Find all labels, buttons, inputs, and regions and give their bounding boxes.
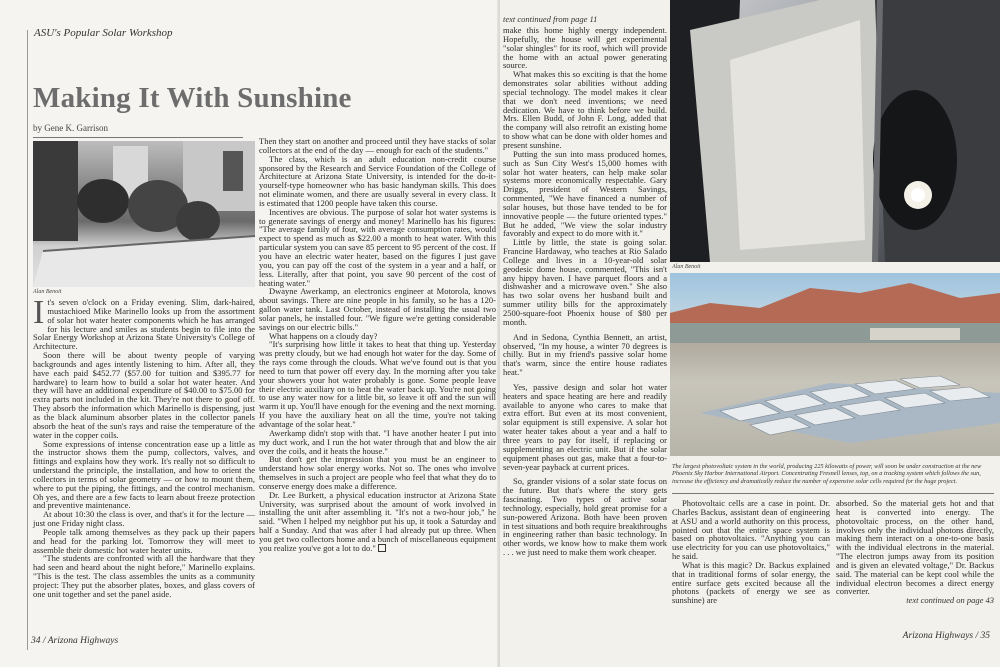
paragraph: Yes, passive design and solar hot water heaters and space heating are here and readily available to anyone who cares to make that extra effort. But even at its most convenient, solar equipment is still expensive. A solar hot water heater takes about a year and a half to three years to pay for itself, if replacing or supplementing an electric unit. But if the solar equipment phases out gas, make that a four-to-seven-year payback at current prices. bbox=[503, 381, 667, 472]
paragraph: What makes this so exciting is that the home demonstrates solar abilities without adding special technology. The model makes it clear that we don't need inventions; we need dedication. We have to think before we build. Mrs. Ellen Budd, of John F. Long, added that the company will also retrofit an existing home to show what can be done with older homes and present sunshine. bbox=[503, 69, 667, 150]
paragraph: And in Sedona, Cynthia Bennett, an artist, observed, "In my house, a winter 70 degrees is chilly. But in my friend's passive solar home that's warm, since the entire house radiates heat." bbox=[503, 331, 667, 378]
paragraph: But don't get the impression that you must be an engineer to understand how solar energy works. Not so. The ones who involve themselves in such a project are people who feel that what they do to conserve energy does make a difference. bbox=[259, 454, 496, 491]
continued-on: text continued on page 43 bbox=[906, 595, 994, 606]
paragraph: People talk among themselves as they pack up their papers and head for the parking lot. Tomorrow they will meet to assemble their domestic hot water heater units. bbox=[33, 526, 255, 555]
photo-credit: Alan Benoit bbox=[672, 264, 701, 270]
paragraph: The class, which is an adult education non-credit course sponsored by the Research and Service Foundation of the College of Architecture at Arizona State University, is intended for the do-it-yourself-type homeowner who has basic handyman skills. This does not eliminate women, and there are usually several in every class. It is estimated that 1200 people have taken this course. bbox=[259, 153, 496, 208]
paragraph: Soon there will be about twenty people of varying backgrounds and ages intently listening to him. After all, they have each paid $452.77 ($57.00 for tuition and $395.77 for hardware) to learn how to build a solar hot water heater. And they will have an additional expenditure of $40.00 to $75.00 for extra parts not included in the kit. They're not there to goof off. They absorb the information which Marinello is dispensing, just as the black aluminum absorber plates in the collector panels absorb the heat of the sun's rays and raise the temperature of the water in the copper coils. bbox=[33, 350, 255, 440]
paragraph: What happens on a cloudy day? bbox=[269, 330, 378, 341]
paragraph: t's seven o'clock on a Friday evening. Slim, dark-haired, mustachioed Mike Marinello looks up from the assortment of solar hot water heater components which he has arranged for his lecture and smiles as students begin to file into the Solar Energy Workshop at Arizona State University's College of Architecture. bbox=[33, 297, 255, 352]
paragraph: Then they start on another and proceed until they have stacks of solar collectors at the end of the day — enough for each of the students." bbox=[259, 136, 496, 155]
continued-from: text continued from page 11 bbox=[503, 14, 598, 24]
paragraph: At about 10:30 the class is over, and that's it for the lecture — just one Friday night class. bbox=[33, 509, 255, 529]
article-column-4 bbox=[672, 498, 830, 606]
article-title: Making It With Sunshine bbox=[33, 82, 352, 114]
paragraph: "The students are confronted with all the hardware that they had seen and heard about the night before," Marinello explains. "This is the test. The class assembles the units as a community project: They put the absorber plates, boxes, and glass covers of one unit together and set the panel aside. bbox=[33, 553, 255, 599]
section-kicker: ASU's Popular Solar Workshop bbox=[34, 27, 173, 39]
article-column-2 bbox=[259, 137, 496, 629]
photo-credit: Alan Benoit bbox=[33, 289, 62, 295]
paragraph: Little by little, the state is going solar. Francine Hardaway, who teaches at Rio Salado College and lives in a 10-year-old solar geodesic dome house, commented, "This isn't any hippy haven. I have parquet floors and a dishwasher and a microwave oven." She also has two solar ovens her husband built and summer utility bills for the approximately 2500-square-foot Phoenix house of $80 per month. bbox=[503, 237, 667, 327]
right-page bbox=[500, 0, 1000, 667]
fresnel-lens-photo bbox=[670, 0, 1000, 262]
paragraph: Dwayne Awerkamp, an electronics engineer at Motorola, knows about savings. There are nine people in his family, so he has a 120-gallon water tank. Last October, instead of installing the usual two solar panels, he installed four. "We figure we're getting considerable savings on our electric bills." bbox=[259, 286, 496, 332]
end-mark-icon bbox=[378, 544, 386, 552]
page-folio-left: 34 / Arizona Highways bbox=[31, 636, 119, 646]
paragraph: Some expressions of intense concentration ease up a little as the instructor shows them the pump, collectors, valves, and fittings and explains how they work. It's really not so difficult to understand the principle, the installation, and how to orient the collectors in terms of solar geometry — or how to mount them, where to put the piping, the fittings, and the control mechanism. Oh yes, and there are a few facts to learn about freeze protection and preventive maintenance. bbox=[33, 438, 255, 511]
article-column-5 bbox=[836, 499, 994, 619]
caption-rule bbox=[672, 493, 994, 494]
workshop-photo bbox=[33, 141, 255, 287]
article-column-1 bbox=[33, 294, 255, 638]
paragraph: So, grander visions of a solar state focus on the future. But that's where the story gets fascinating. Two types of active solar technology, especially, hold great promise for a sun-powered Arizona. Both have been proven in test situations and both require breakthroughs in engineering rather than basic technology. In other words, we know how to make them work . . . we just need to make them work cheaper. bbox=[503, 476, 667, 558]
paragraph: "It's surprising how little it takes to heat that thing up. Yesterday was pretty cloudy, but we had enough hot water for the day. Some of the rays come through the clouds. What we've found out is that you need to turn that power off every day. In the morning after you take your showers your hot water probably is gone. Some people leave their electric auxiliary on to heat the water back up. You're not going to use any water now for a little bit, so leave it off and the sun will warm it up. You'll have enough for the evening and the next morning. If you have the auxiliary heat on all the time, you're not taking advantage of the solar heat." bbox=[259, 339, 496, 429]
photo-caption: The largest photovoltaic system in the world, producing 225 kilowatts of power, will soon be under construction at the new Phoenix Sky Harbor International Airport. Concentrating Fresnell lenses, top, on a tracking system which follows the sun, increase the efficiency and dramatically reduce the number of expensive solar cells required for the huge project. bbox=[672, 463, 982, 485]
paragraph: Putting the sun into mass produced homes, such as Sun City West's 15,000 homes with solar hot water heaters, can help make solar systems more economically respectable. Gary Driggs, president of Western Savings, commented, "We have financed a number of solar houses, but those have tended to be for innovative people — the future oriented types." But he added, "We view the solar industry favorably and expect to do more with it." bbox=[503, 148, 667, 239]
drop-cap: I bbox=[33, 294, 45, 331]
paragraph: make this home highly energy independent. Hopefully, the house will get experimental "solar shingles" for its roof, which will provide the home with an actual power generating source. bbox=[503, 25, 667, 71]
airport-photovoltaic-photo bbox=[670, 273, 1000, 456]
article-column-3 bbox=[503, 26, 667, 652]
paragraph: Incentives are obvious. The purpose of solar hot water systems is to generate savings of energy and money! Marinello has his figures: "The average family of four, with average consumption rates, would expect to spend as much as $22.00 a month to heat water. With this particular system you can save 85 percent to 95 percent of the cost. If you have an electric water heater, based on the figures I just gave you, you can pay off the cost of the system in a year and a half, or less. Literally, after that point, you save 90 percent of the cost of heating water." bbox=[259, 206, 496, 288]
paragraph: Dr. Lee Burkett, a physical education instructor at Arizona State University, was surprised about the amount of work involved in installing the unit after assembling it. "It's not a two-hour job," he said. "When I helped my neighbor put his up, it took a Saturday and half a Sunday. And that was after I had already put up three. When you get two collectors home and a bunch of miscellaneous equipment you realize you've got a lot to do." bbox=[259, 489, 496, 553]
byline: by Gene K. Garrison bbox=[33, 123, 108, 133]
paragraph: What is this magic? Dr. Backus explained that in traditional forms of solar energy, the entire surface gets excited because all the photons (packets of energy we see as sunshine) are bbox=[672, 559, 830, 606]
page-folio-right: Arizona Highways / 35 bbox=[902, 631, 990, 641]
paragraph: absorbed. So the material gets hot and that heat is converted into energy. The photovoltaic process, on the other hand, involves only the individual photons directly, making them interact on a one-to-one basis with the individual electrons in the material. "The electron jumps away from its position and is given an elevated voltage," Dr. Backus said. The material can be kept cool while the individual electron becomes a direct energy converter. bbox=[836, 498, 994, 597]
byline-rule bbox=[33, 137, 243, 138]
paragraph: Photovoltaic cells are a case in point. Dr. Charles Backus, assistant dean of engineering at ASU and a world authority on this process, pointed out that the entire space system is based on photovoltaics. "Anything you can use electricity for you can use photovoltaics," he said. bbox=[672, 498, 830, 562]
margin-rule bbox=[27, 30, 28, 650]
paragraph: Awerkamp didn't stop with that. "I have another heater I put into my duct work, and I run the hot water through that and blow the air over the coils, and it heats the house." bbox=[259, 427, 496, 456]
